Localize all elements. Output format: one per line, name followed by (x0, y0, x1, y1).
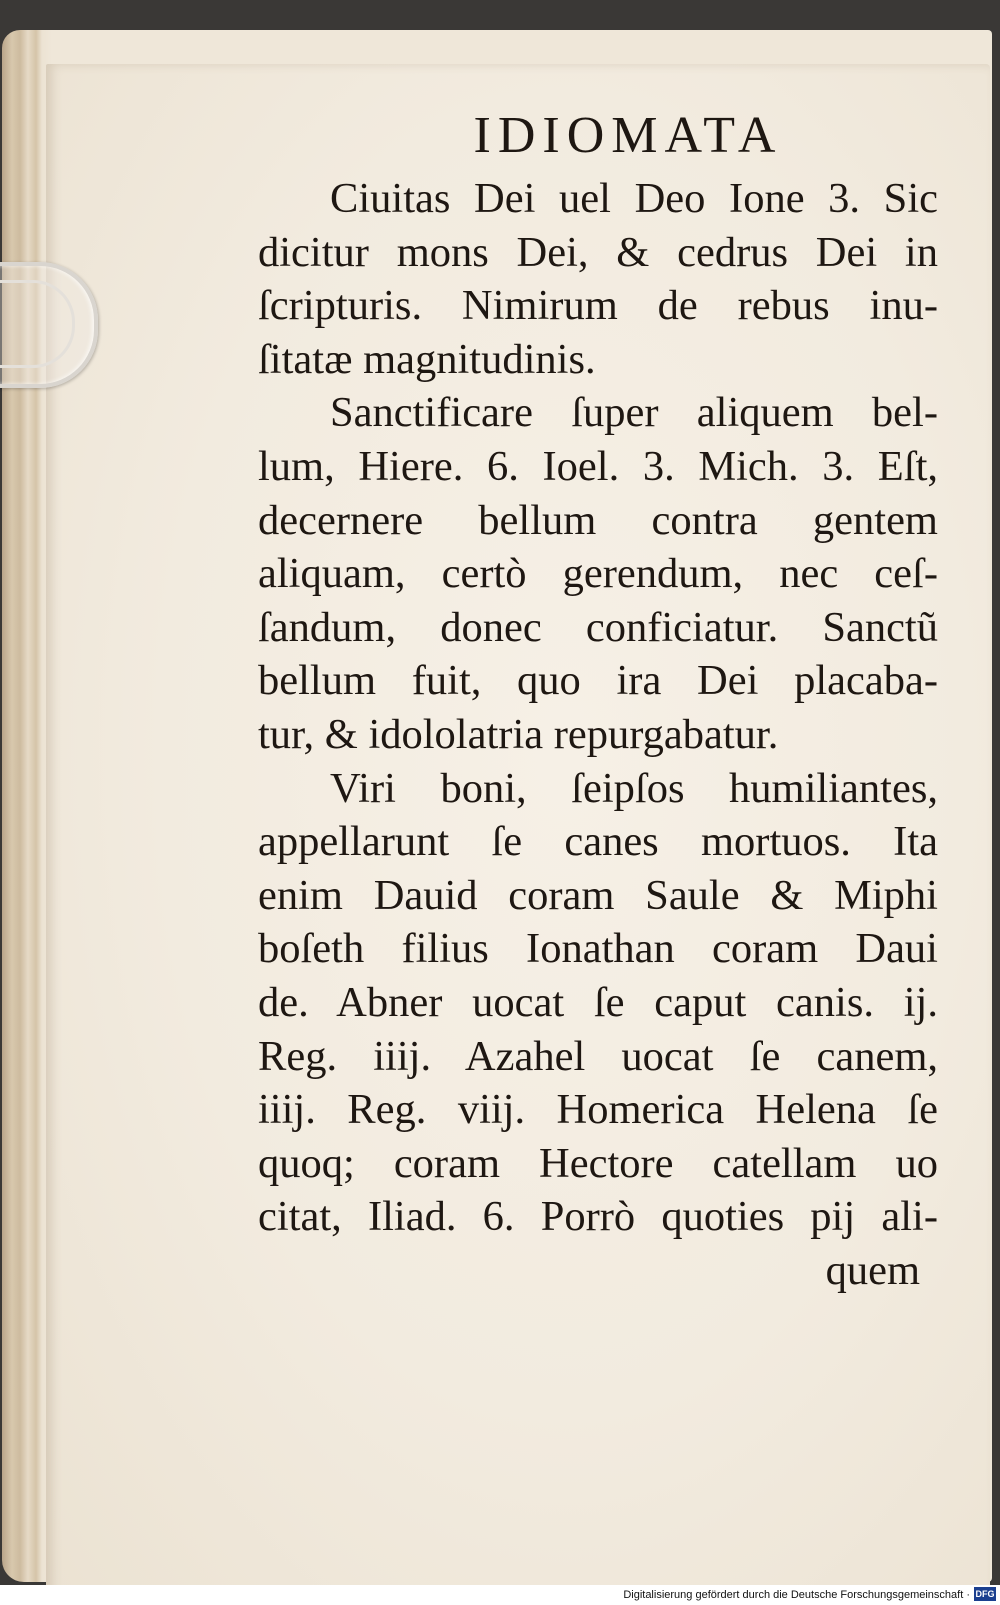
text-line: de. Abner uocat ſe caput canis. ij. (258, 978, 938, 1026)
text-line: enim Dauid coram Saule & Miphi (258, 871, 938, 919)
catchword: quem (825, 1246, 920, 1294)
text-line: lum, Hiere. 6. Ioel. 3. Mich. 3. Eſt, (258, 442, 938, 490)
footer-bar (0, 1585, 1000, 1605)
text-line: iiij. Reg. viij. Homerica Helena ſe (258, 1086, 938, 1134)
text-line: bellum fuit, quo ira Dei placaba- (258, 657, 938, 705)
footer-credit: Digitalisierung gefördert durch die Deutsche Forschungsgemeinschaft · (623, 1589, 970, 1601)
paragraph-3 (258, 762, 938, 1244)
text-line: aliquam, certò gerendum, nec ceſ- (258, 550, 938, 598)
text-line: ſitatæ magnitudinis. (258, 335, 596, 383)
text-line: boſeth filius Ionathan coram Daui (258, 925, 938, 973)
text-line: quoq; coram Hectore catellam uo (258, 1139, 938, 1187)
text-line: appellarunt ſe canes mortuos. Ita (258, 818, 938, 866)
text-line: Viri boni, ſeipſos humiliantes, (330, 764, 938, 812)
text-line: decernere bellum contra gentem (258, 496, 938, 544)
text-line: citat, Iliad. 6. Porrò quoties pij ali- (258, 1193, 938, 1241)
paragraph-1 (258, 172, 938, 386)
dfg-logo-icon: DFG (975, 1589, 995, 1599)
text-line: ſcripturis. Nimirum de rebus inu- (258, 282, 938, 330)
text-line: dicitur mons Dei, & cedrus Dei in (258, 228, 938, 276)
running-title: IDIOMATA (473, 107, 783, 164)
text-line: tur, & idololatria repurgabatur. (258, 710, 779, 758)
paragraph-2 (258, 386, 938, 761)
text-line: Ciuitas Dei uel Deo Ione 3. Sic (330, 175, 938, 222)
text-line: Sanctificare ſuper aliquem bel- (330, 389, 938, 437)
text-line: ſandum, donec conficiatur. Sanctũ (258, 603, 938, 651)
page-text (258, 104, 938, 1297)
text-line: Reg. iiij. Azahel uocat ſe canem, (258, 1032, 938, 1080)
